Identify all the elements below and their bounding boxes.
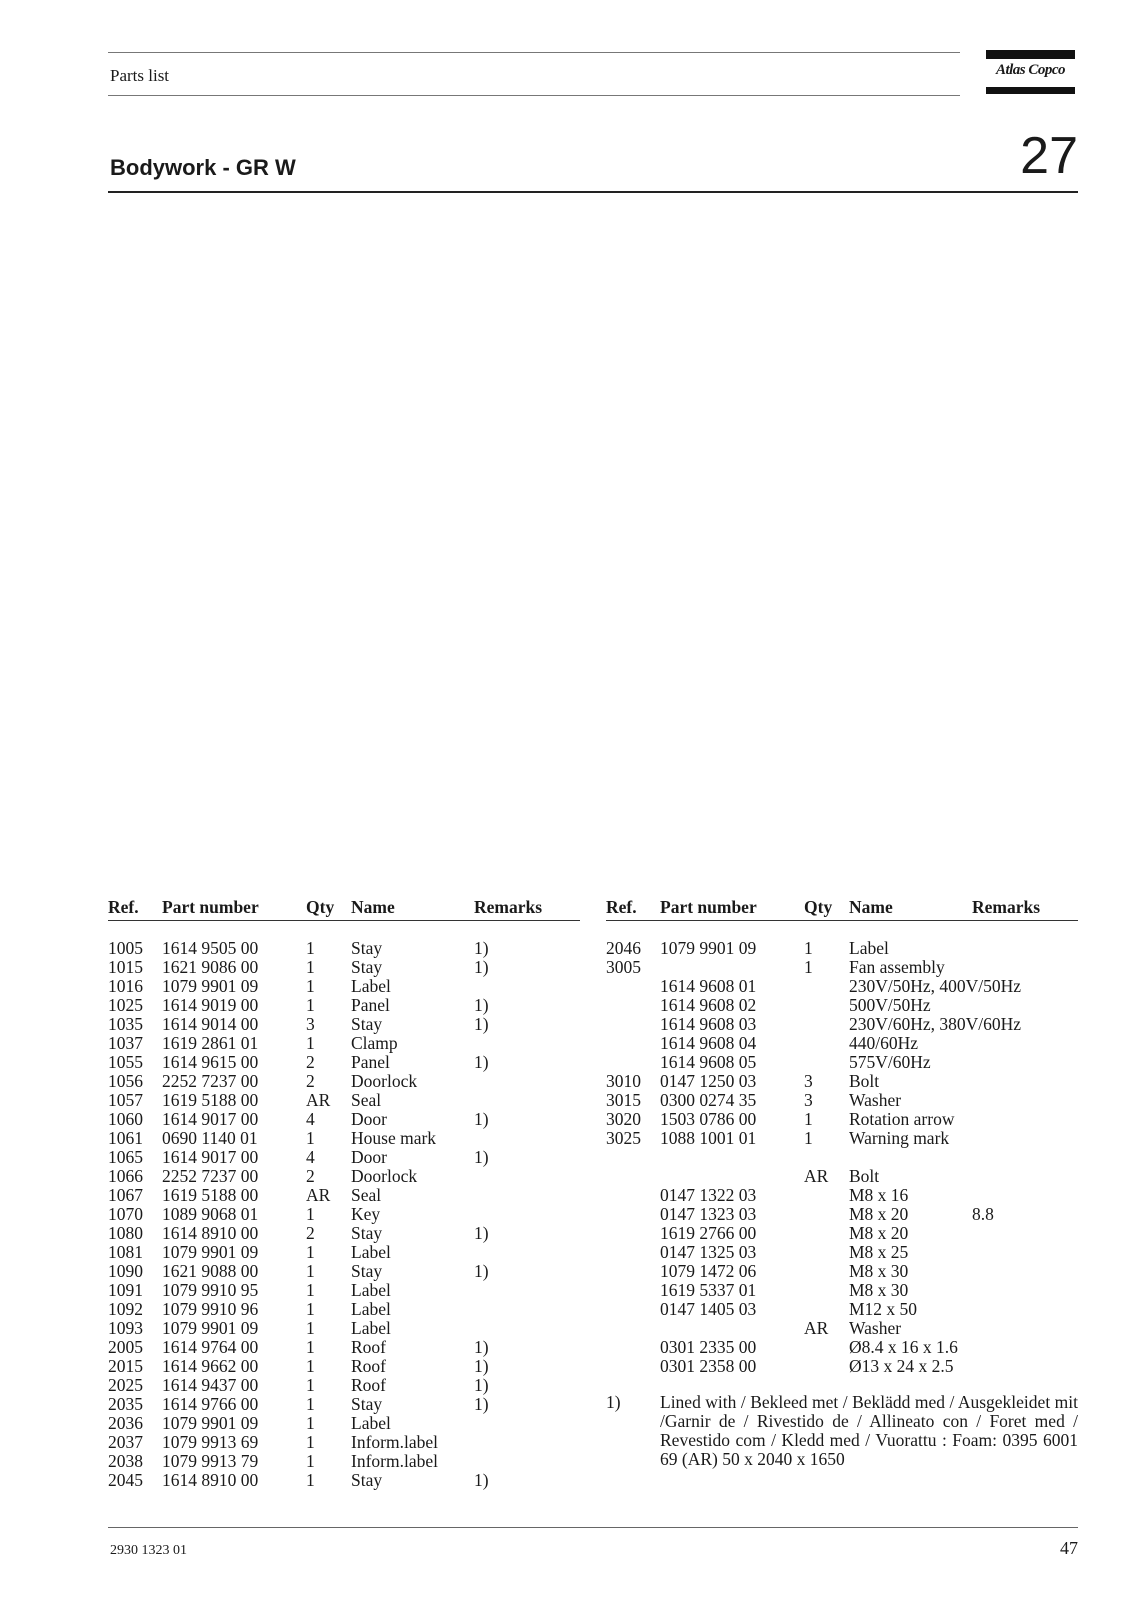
cell-name: Stay	[351, 1014, 383, 1034]
footnote-text: Lined with / Bekleed met / Beklädd med / Ausgekleidet mit /Garnir de / Rivestido de / Allineato con / Foret med / Revestido com / Kledd med / Vuorattu : Foam: 0395 6001 69 (AR) 50 x 2040 x 1650	[660, 1392, 1078, 1469]
cell-qty: 2	[306, 1223, 315, 1243]
table-row	[108, 1205, 580, 1224]
cell-qty: 1	[306, 1204, 315, 1224]
cell-remarks: 1)	[474, 1014, 489, 1034]
cell-qty: 1	[306, 1299, 315, 1319]
cell-part-number: 1621 9086 00	[162, 957, 259, 977]
cell-qty: 1	[306, 1375, 315, 1395]
table-row	[606, 1053, 1078, 1072]
logo-wordmark: Atlas Copco	[995, 62, 1066, 78]
table-row	[606, 1034, 1078, 1053]
table-row	[108, 1110, 580, 1129]
cell-name: Doorlock	[351, 1071, 418, 1091]
table-row	[606, 958, 1078, 977]
cell-qty: 1	[306, 1261, 315, 1281]
cell-part-number: 1619 5188 00	[162, 1090, 259, 1110]
cell-part-number: 1088 1001 01	[660, 1128, 757, 1148]
header-ref: Ref.	[108, 897, 139, 917]
cell-part-number: 1614 9608 04	[660, 1033, 757, 1053]
cell-ref: 1055	[108, 1052, 143, 1072]
cell-part-number: 1614 9014 00	[162, 1014, 259, 1034]
cell-qty: AR	[306, 1090, 331, 1110]
cell-name: Door	[351, 1147, 387, 1167]
cell-name: Roof	[351, 1375, 386, 1395]
cell-ref: 1070	[108, 1204, 143, 1224]
cell-part-number: 1614 9662 00	[162, 1356, 259, 1376]
cell-name: House mark	[351, 1128, 437, 1148]
chapter-number: 27	[1020, 127, 1078, 185]
table-header-row	[108, 896, 580, 918]
cell-remarks: 1)	[474, 1261, 489, 1281]
cell-ref: 1091	[108, 1280, 143, 1300]
table-row	[108, 1281, 580, 1300]
cell-name: Key	[351, 1204, 381, 1224]
table-row	[108, 1091, 580, 1110]
cell-ref: 1005	[108, 938, 143, 958]
footnote-ref: 1)	[606, 1392, 621, 1412]
cell-name: Door	[351, 1109, 387, 1129]
cell-name: 230V/50Hz, 400V/50Hz	[849, 976, 1022, 996]
table-row	[108, 1186, 580, 1205]
cell-name: Panel	[351, 1052, 390, 1072]
cell-name: Seal	[351, 1185, 382, 1205]
cell-part-number: 0301 2335 00	[660, 1337, 757, 1357]
cell-ref: 1015	[108, 957, 143, 977]
cell-qty: AR	[306, 1185, 331, 1205]
cell-name: M8 x 20	[849, 1223, 909, 1243]
cell-part-number: 0147 1325 03	[660, 1242, 757, 1262]
cell-part-number: 1614 9017 00	[162, 1147, 259, 1167]
cell-name: Ø8.4 x 16 x 1.6	[849, 1337, 958, 1357]
cell-ref: 1067	[108, 1185, 143, 1205]
cell-remarks: 1)	[474, 957, 489, 977]
cell-name: Stay	[351, 1394, 383, 1414]
page-number: 47	[1060, 1538, 1078, 1558]
cell-qty: 1	[804, 1128, 813, 1148]
cell-name: Clamp	[351, 1033, 398, 1053]
table-row	[108, 939, 580, 958]
logo-top-bar	[986, 50, 1075, 59]
cell-ref: 1061	[108, 1128, 143, 1148]
header-name: Name	[849, 897, 893, 917]
document-number: 2930 1323 01	[110, 1543, 187, 1558]
cell-part-number: 1079 9913 79	[162, 1451, 259, 1471]
cell-name: Label	[351, 1318, 391, 1338]
cell-name: Rotation arrow	[849, 1109, 955, 1129]
table-row	[606, 1072, 1078, 1091]
table-row	[606, 1167, 1078, 1186]
cell-qty: 1	[306, 1451, 315, 1471]
cell-part-number: 2252 7237 00	[162, 1166, 259, 1186]
cell-ref: 1065	[108, 1147, 143, 1167]
cell-remarks: 1)	[474, 1337, 489, 1357]
cell-qty: 1	[306, 1318, 315, 1338]
cell-ref: 2046	[606, 938, 641, 958]
cell-name: 440/60Hz	[849, 1033, 919, 1053]
cell-part-number: 1614 9608 05	[660, 1052, 757, 1072]
table-row	[606, 1129, 1078, 1148]
cell-ref: 3015	[606, 1090, 641, 1110]
header-qty: Qty	[804, 897, 833, 917]
header-qty: Qty	[306, 897, 335, 917]
cell-qty: 1	[804, 938, 813, 958]
cell-part-number: 1089 9068 01	[162, 1204, 259, 1224]
header-top-rule	[108, 52, 960, 53]
table-row	[108, 1129, 580, 1148]
cell-remarks: 1)	[474, 1223, 489, 1243]
table-row	[108, 977, 580, 996]
cell-name: M8 x 16	[849, 1185, 909, 1205]
cell-name: 575V/60Hz	[849, 1052, 931, 1072]
cell-part-number: 1079 9901 09	[162, 1318, 259, 1338]
cell-part-number: 1614 9766 00	[162, 1394, 259, 1414]
cell-name: Seal	[351, 1090, 382, 1110]
parts-table-left	[108, 896, 580, 1490]
cell-remarks: 1)	[474, 995, 489, 1015]
cell-ref: 1092	[108, 1299, 143, 1319]
cell-part-number: 0147 1322 03	[660, 1185, 757, 1205]
cell-part-number: 0147 1250 03	[660, 1071, 757, 1091]
table-row	[606, 1319, 1078, 1338]
cell-part-number: 1614 9019 00	[162, 995, 259, 1015]
cell-part-number: 1079 9901 09	[162, 1413, 259, 1433]
cell-part-number: 1079 9913 69	[162, 1432, 259, 1452]
cell-qty: 1	[306, 1242, 315, 1262]
cell-part-number: 0147 1405 03	[660, 1299, 757, 1319]
atlas-copco-logo	[986, 50, 1075, 94]
cell-qty: 1	[306, 1413, 315, 1433]
table-row	[606, 1300, 1078, 1319]
table-row	[606, 1243, 1078, 1262]
cell-ref: 2025	[108, 1375, 143, 1395]
cell-qty: 1	[804, 1109, 813, 1129]
cell-part-number: 1619 2766 00	[660, 1223, 757, 1243]
table-row	[108, 1376, 580, 1395]
cell-part-number: 1619 2861 01	[162, 1033, 259, 1053]
cell-qty: 2	[306, 1052, 315, 1072]
table-row	[606, 1110, 1078, 1129]
table-row	[606, 1015, 1078, 1034]
cell-qty: 1	[306, 995, 315, 1015]
cell-name: M8 x 25	[849, 1242, 909, 1262]
header-part-number: Part number	[660, 897, 757, 917]
cell-qty: 1	[804, 957, 813, 977]
table-row	[108, 1319, 580, 1338]
cell-ref: 3020	[606, 1109, 641, 1129]
table-row	[108, 1243, 580, 1262]
cell-part-number: 1503 0786 00	[660, 1109, 757, 1129]
table-row	[108, 996, 580, 1015]
cell-part-number: 1614 9017 00	[162, 1109, 259, 1129]
table-row	[108, 1072, 580, 1091]
cell-qty: 3	[804, 1090, 813, 1110]
cell-remarks: 1)	[474, 1052, 489, 1072]
cell-part-number: 1614 9608 03	[660, 1014, 757, 1034]
cell-qty: 1	[306, 1470, 315, 1490]
parts-table-right	[606, 896, 1078, 1376]
cell-qty: 1	[306, 1280, 315, 1300]
cell-ref: 1056	[108, 1071, 143, 1091]
table-row	[108, 1262, 580, 1281]
cell-ref: 1057	[108, 1090, 143, 1110]
cell-qty: 3	[306, 1014, 315, 1034]
cell-name: Ø13 x 24 x 2.5	[849, 1356, 954, 1376]
cell-ref: 1025	[108, 995, 143, 1015]
table-row	[606, 1186, 1078, 1205]
cell-ref: 3025	[606, 1128, 641, 1148]
cell-qty: 4	[306, 1109, 315, 1129]
cell-remarks: 1)	[474, 1375, 489, 1395]
cell-ref: 1066	[108, 1166, 143, 1186]
cell-qty: AR	[804, 1166, 829, 1186]
cell-ref: 1037	[108, 1033, 143, 1053]
cell-name: Stay	[351, 957, 383, 977]
table-row	[108, 1015, 580, 1034]
cell-part-number: 1619 5337 01	[660, 1280, 757, 1300]
page-title: Bodywork - GR W	[110, 155, 296, 180]
cell-name: Label	[351, 1413, 391, 1433]
cell-ref: 1060	[108, 1109, 143, 1129]
table-row	[108, 1034, 580, 1053]
cell-name: 230V/60Hz, 380V/60Hz	[849, 1014, 1022, 1034]
table-row	[606, 1091, 1078, 1110]
cell-qty: 1	[306, 957, 315, 977]
table-row	[606, 1224, 1078, 1243]
cell-ref: 3005	[606, 957, 641, 977]
cell-name: Stay	[351, 1261, 383, 1281]
cell-qty: 1	[306, 1356, 315, 1376]
cell-ref: 2045	[108, 1470, 143, 1490]
table-row	[606, 996, 1078, 1015]
table-header-row	[606, 896, 1078, 918]
cell-name: M8 x 20	[849, 1204, 909, 1224]
cell-name: Roof	[351, 1356, 386, 1376]
cell-ref: 2005	[108, 1337, 143, 1357]
cell-name: Bolt	[849, 1166, 880, 1186]
section-label: Parts list	[110, 66, 170, 85]
cell-name: Inform.label	[351, 1451, 438, 1471]
cell-name: Label	[849, 938, 889, 958]
cell-part-number: 1079 9910 96	[162, 1299, 259, 1319]
title-rule	[108, 191, 1078, 193]
header-bottom-rule	[108, 95, 960, 96]
cell-name: Inform.label	[351, 1432, 438, 1452]
cell-name: Fan assembly	[849, 957, 945, 977]
cell-qty: 1	[306, 1337, 315, 1357]
cell-name: Panel	[351, 995, 390, 1015]
cell-qty: 1	[306, 1128, 315, 1148]
cell-qty: 4	[306, 1147, 315, 1167]
cell-remarks: 1)	[474, 1109, 489, 1129]
table-row	[108, 1224, 580, 1243]
cell-ref: 2035	[108, 1394, 143, 1414]
cell-name: Washer	[849, 1318, 902, 1338]
cell-remarks: 8.8	[972, 1204, 994, 1224]
cell-part-number: 0690 1140 01	[162, 1128, 258, 1148]
table-row	[108, 958, 580, 977]
cell-ref: 2037	[108, 1432, 143, 1452]
cell-part-number: 1079 1472 06	[660, 1261, 757, 1281]
cell-qty: 1	[306, 976, 315, 996]
table-row	[108, 1471, 580, 1490]
cell-ref: 2036	[108, 1413, 143, 1433]
cell-part-number: 1079 9901 09	[660, 938, 757, 958]
table-row	[108, 1357, 580, 1376]
cell-name: M12 x 50	[849, 1299, 918, 1319]
table-row	[606, 1148, 1078, 1167]
cell-ref: 1090	[108, 1261, 143, 1281]
table-header-rule	[606, 920, 1078, 921]
cell-ref: 1035	[108, 1014, 143, 1034]
table-row	[606, 977, 1078, 996]
table-row	[606, 939, 1078, 958]
cell-part-number: 1614 9764 00	[162, 1337, 259, 1357]
cell-qty: 1	[306, 1432, 315, 1452]
cell-name: Bolt	[849, 1071, 880, 1091]
cell-part-number: 1614 9608 02	[660, 995, 757, 1015]
table-row	[606, 1281, 1078, 1300]
cell-name: Stay	[351, 938, 383, 958]
table-row	[606, 1357, 1078, 1376]
logo-bottom-bar	[986, 87, 1075, 94]
cell-part-number: 1614 8910 00	[162, 1470, 259, 1490]
table-header-rule	[108, 920, 580, 921]
cell-remarks: 1)	[474, 1147, 489, 1167]
cell-remarks: 1)	[474, 1394, 489, 1414]
footer-rule	[108, 1527, 1078, 1528]
cell-part-number: 0147 1323 03	[660, 1204, 757, 1224]
cell-qty: 1	[306, 1394, 315, 1414]
header-ref: Ref.	[606, 897, 637, 917]
cell-qty: 2	[306, 1071, 315, 1091]
cell-ref: 2015	[108, 1356, 143, 1376]
cell-qty: AR	[804, 1318, 829, 1338]
table-body	[108, 939, 580, 1490]
cell-ref: 2038	[108, 1451, 143, 1471]
cell-ref: 3010	[606, 1071, 641, 1091]
cell-part-number: 1614 9505 00	[162, 938, 259, 958]
table-row	[108, 1452, 580, 1471]
header-remarks: Remarks	[972, 897, 1041, 917]
table-row	[606, 1205, 1078, 1224]
cell-part-number: 1621 9088 00	[162, 1261, 259, 1281]
table-row	[108, 1300, 580, 1319]
header-remarks: Remarks	[474, 897, 543, 917]
cell-part-number: 1079 9901 09	[162, 976, 259, 996]
cell-part-number: 2252 7237 00	[162, 1071, 259, 1091]
table-row	[108, 1053, 580, 1072]
cell-qty: 3	[804, 1071, 813, 1091]
cell-name: Warning mark	[849, 1128, 950, 1148]
cell-name: Doorlock	[351, 1166, 418, 1186]
cell-name: Label	[351, 976, 391, 996]
cell-name: M8 x 30	[849, 1280, 909, 1300]
table-body	[606, 939, 1078, 1376]
cell-part-number: 1614 9437 00	[162, 1375, 259, 1395]
cell-ref: 1081	[108, 1242, 143, 1262]
header-name: Name	[351, 897, 395, 917]
table-row	[108, 1338, 580, 1357]
cell-part-number: 1614 8910 00	[162, 1223, 259, 1243]
cell-name: Label	[351, 1299, 391, 1319]
cell-remarks: 1)	[474, 1470, 489, 1490]
cell-remarks: 1)	[474, 938, 489, 958]
cell-name: Stay	[351, 1223, 383, 1243]
table-row	[108, 1414, 580, 1433]
table-row	[108, 1395, 580, 1414]
cell-ref: 1016	[108, 976, 143, 996]
cell-part-number: 1079 9901 09	[162, 1242, 259, 1262]
cell-part-number: 1614 9615 00	[162, 1052, 259, 1072]
cell-name: Label	[351, 1242, 391, 1262]
cell-part-number: 1619 5188 00	[162, 1185, 259, 1205]
cell-qty: 2	[306, 1166, 315, 1186]
table-row	[606, 1262, 1078, 1281]
cell-name: Stay	[351, 1470, 383, 1490]
cell-name: 500V/50Hz	[849, 995, 931, 1015]
cell-part-number: 0300 0274 35	[660, 1090, 757, 1110]
cell-part-number: 1079 9910 95	[162, 1280, 259, 1300]
table-row	[606, 1338, 1078, 1357]
cell-qty: 1	[306, 938, 315, 958]
table-row	[108, 1167, 580, 1186]
cell-ref: 1080	[108, 1223, 143, 1243]
cell-name: Washer	[849, 1090, 902, 1110]
cell-remarks: 1)	[474, 1356, 489, 1376]
table-row	[108, 1433, 580, 1452]
table-row	[108, 1148, 580, 1167]
cell-part-number: 0301 2358 00	[660, 1356, 757, 1376]
header-part-number: Part number	[162, 897, 259, 917]
cell-qty: 1	[306, 1033, 315, 1053]
cell-name: Roof	[351, 1337, 386, 1357]
cell-ref: 1093	[108, 1318, 143, 1338]
cell-part-number: 1614 9608 01	[660, 976, 757, 996]
cell-name: M8 x 30	[849, 1261, 909, 1281]
cell-name: Label	[351, 1280, 391, 1300]
